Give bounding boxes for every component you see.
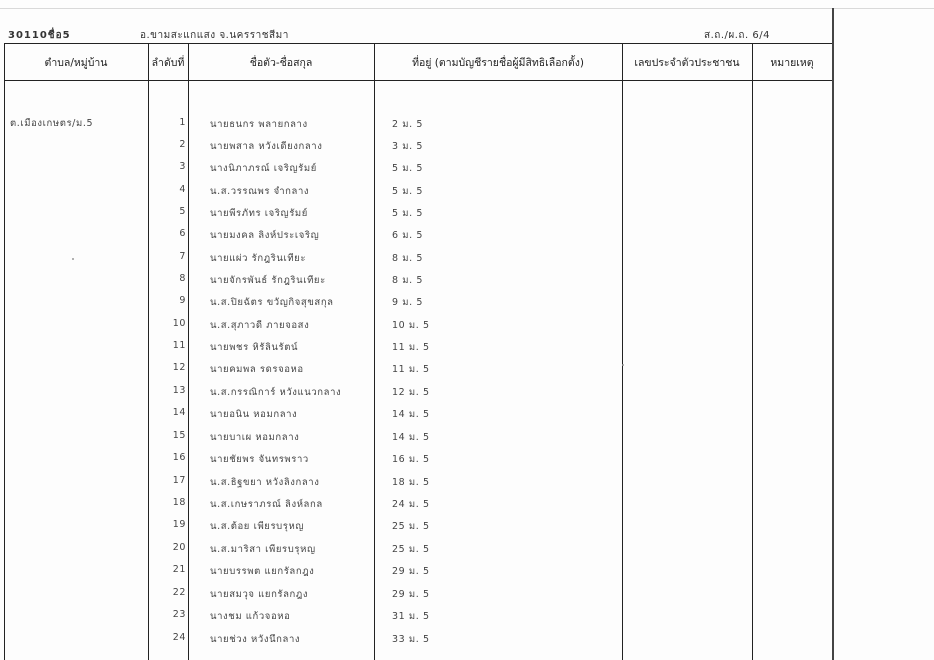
row-address: 12 ม. 5 [392,387,430,398]
row-address: 16 ม. 5 [392,454,430,465]
table-row [0,404,832,426]
table-row [0,248,832,270]
row-name: นายบาเผ หอมกลาง [210,432,300,443]
row-address: 14 ม. 5 [392,409,430,420]
row-name: นายมงคล ลิงห์ประเจริญ [210,230,320,241]
row-name: นายพชร หิรัลินรัตน์ [210,342,299,353]
row-number: 6 [179,228,186,239]
row-number: 5 [179,206,186,217]
row-name: นายธนกร พลายกลาง [210,119,308,130]
row-name: น.ส.กรรณิการ์ หวังแนวกลาง [210,387,342,398]
row-address: 14 ม. 5 [392,432,430,443]
scan-speck [622,364,624,366]
district-province: อ.ขามสะแกแสง จ.นครราชสีมา [140,30,289,41]
row-address: 11 ม. 5 [392,364,430,375]
row-number: 24 [172,632,186,643]
row-name: น.ส.ต้อย เพียรบรุหญ [210,521,305,532]
table-row [0,629,832,651]
table-row [0,539,832,561]
row-name: นายพีรภัทร เจริญรัมย์ [210,208,308,219]
row-address: 5 ม. 5 [392,208,424,219]
header-subdistrict-village: ตำบล/หมู่บ้าน [44,56,108,69]
row-address: 3 ม. 5 [392,141,424,152]
row-address: 29 ม. 5 [392,589,430,600]
row-name: นางชม แก้วจอหอ [210,611,291,622]
header-divider [4,80,832,81]
row-address: 9 ม. 5 [392,297,424,308]
row-number: 12 [172,362,186,373]
subdistrict-village-label: ต.เมืองเกษตร/ม.5 [10,118,94,129]
header-address: ที่อยู่ (ตามบัญชีรายชื่อผู้มีสิทธิเลือกตั้ง) [412,56,584,69]
row-number: 19 [172,519,186,530]
table-row [0,337,832,359]
row-number: 7 [179,251,186,262]
scan-speck [72,258,74,260]
table-row [0,427,832,449]
row-name: นายช่วง หวังนึกลาง [210,634,301,645]
row-number: 16 [172,452,186,463]
row-name: นายอนิน หอมกลาง [210,409,298,420]
row-name: น.ส.เกษราภรณ์ ลิงห์ลกล [210,499,323,510]
row-number: 8 [179,273,186,284]
row-address: 24 ม. 5 [392,499,430,510]
table-row [0,494,832,516]
table-row [0,136,832,158]
row-name: นายสมวุจ แยกรัลกฎง [210,589,309,600]
row-name: นายบรรพต แยกรัลกฎง [210,566,315,577]
table-row [0,561,832,583]
row-address: 10 ม. 5 [392,320,430,331]
table-row [0,382,832,404]
table-row [0,270,832,292]
row-number: 21 [172,564,186,575]
header-full-name: ชื่อตัว-ชื่อสกุล [249,56,313,69]
scan-top-edge [0,8,934,9]
row-name: น.ส.มาริสา เพียรบรุหญ [210,544,316,555]
row-name: นายจักรพันธ์ รักฎรินเทียะ [210,275,326,286]
row-number: 2 [179,139,186,150]
document-code: 30110ชื่อ5 [8,30,71,41]
row-number: 11 [172,340,186,351]
table-row [0,114,832,136]
scan-right-edge [832,8,834,660]
table-row [0,359,832,381]
table-row [0,158,832,180]
row-number: 9 [179,295,186,306]
row-name: น.ส.ปิยฉัตร ขวัญกิจสุขสกุล [210,297,334,308]
row-number: 13 [172,385,186,396]
row-number: 20 [172,542,186,553]
header-remarks: หมายเหตุ [770,56,814,69]
page-reference: ส.ถ./ผ.ถ. 6/4 [704,30,770,41]
row-name: นายคมพล รดรจอหอ [210,364,304,375]
row-address: 18 ม. 5 [392,477,430,488]
row-number: 10 [172,318,186,329]
table-row [0,584,832,606]
row-address: 29 ม. 5 [392,566,430,577]
row-number: 1 [179,117,186,128]
row-address: 8 ม. 5 [392,275,424,286]
row-name: นายแผ่ว รักฎรินเทียะ [210,253,307,264]
table-row [0,606,832,628]
table-row [0,516,832,538]
row-address: 5 ม. 5 [392,186,424,197]
row-address: 25 ม. 5 [392,544,430,555]
row-number: 22 [172,587,186,598]
row-name: นายชัยพร จันทรพราว [210,454,309,465]
row-number: 15 [172,430,186,441]
row-number: 18 [172,497,186,508]
row-address: 2 ม. 5 [392,119,424,130]
table-row [0,472,832,494]
table-row [0,449,832,471]
row-address: 31 ม. 5 [392,611,430,622]
table-row [0,203,832,225]
table-row [0,181,832,203]
row-address: 8 ม. 5 [392,253,424,264]
row-address: 33 ม. 5 [392,634,430,645]
header-sequence-number: ลำดับที่ [151,56,185,69]
row-number: 17 [172,475,186,486]
table-row [0,315,832,337]
row-number: 3 [179,161,186,172]
row-address: 25 ม. 5 [392,521,430,532]
row-number: 23 [172,609,186,620]
row-name: นายพสาล หวังเดียงกลาง [210,141,323,152]
row-name: น.ส.ธิฐขยา หวังลิงกลาง [210,477,320,488]
row-address: 6 ม. 5 [392,230,424,241]
row-address: 5 ม. 5 [392,163,424,174]
row-name: น.ส.สุภาวดี ภายจอสง [210,320,310,331]
row-number: 14 [172,407,186,418]
row-name: น.ส.วรรณพร จำกลาง [210,186,310,197]
row-name: นางนิภาภรณ์ เจริญรัมย์ [210,163,317,174]
header-citizen-id: เลขประจำตัวประชาชน [634,56,740,69]
row-address: 11 ม. 5 [392,342,430,353]
table-row [0,225,832,247]
table-row [0,292,832,314]
row-number: 4 [179,184,186,195]
